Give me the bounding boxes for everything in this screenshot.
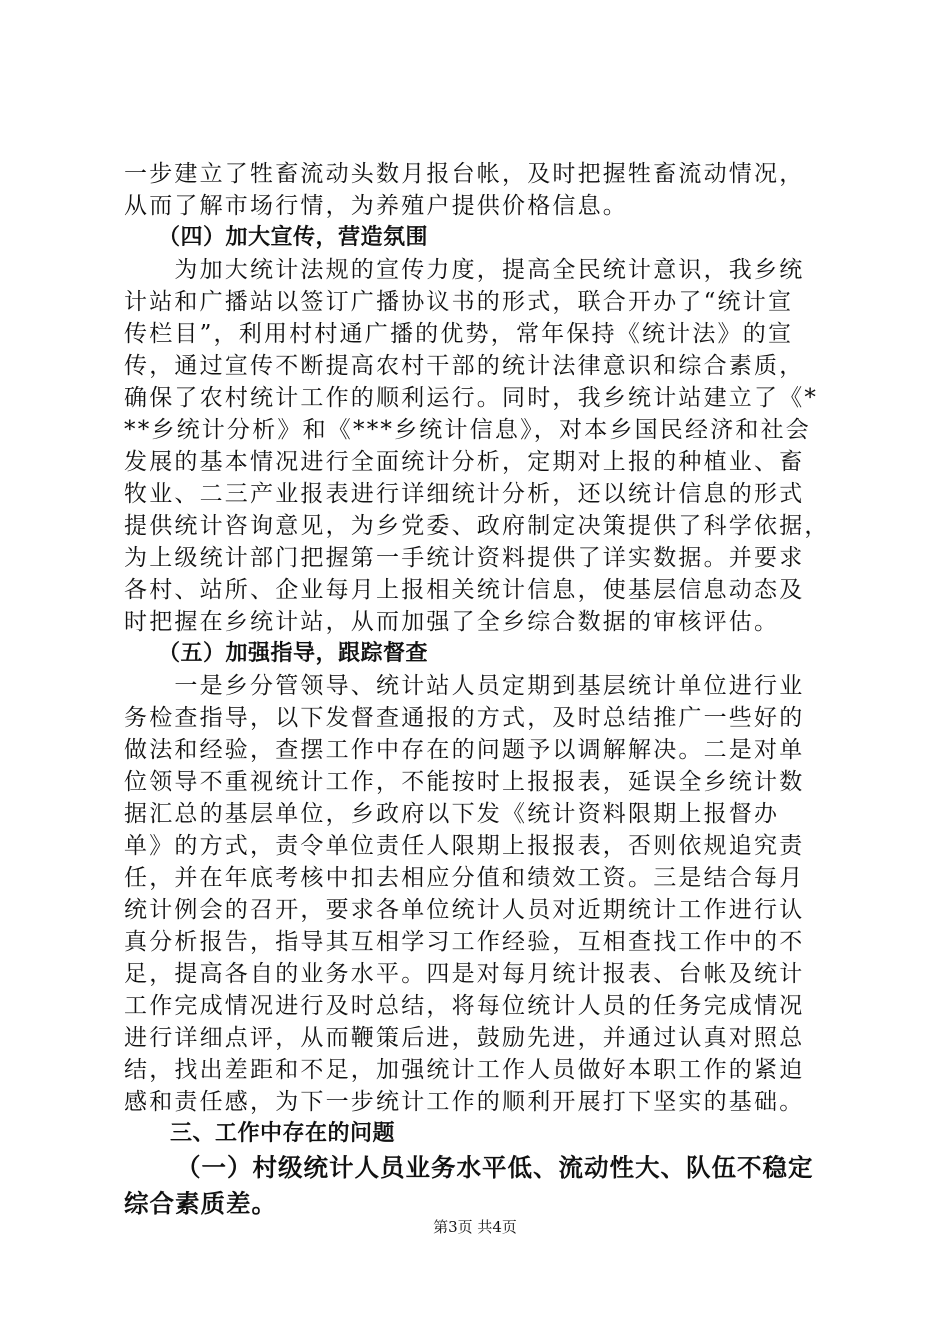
body-text-line: 传，通过宣传不断提高农村干部的统计法律意识和综合素质， (124, 353, 805, 379)
body-text-line: 做法和经验，查摆工作中存在的问题予以调解解决。二是对单 (124, 737, 805, 763)
body-text-line: 结，找出差距和不足，加强统计工作人员做好本职工作的紧迫 (124, 1057, 805, 1083)
body-text-line: 时把握在乡统计站，从而加强了全乡综合数据的审核评估。 (124, 609, 780, 635)
body-text-line: 统计例会的召开，要求各单位统计人员对近期统计工作进行认 (124, 897, 805, 923)
section-heading: （四）加大宣传，营造氛围 (158, 225, 429, 250)
body-text-line: 足，提高各自的业务水平。四是对每月统计报表、台帐及统计 (124, 961, 805, 987)
body-text-line: 据汇总的基层单位，乡政府以下发《统计资料限期上报督办 (124, 801, 780, 827)
body-text-line: 发展的基本情况进行全面统计分析，定期对上报的种植业、畜 (124, 449, 805, 475)
subsection-heading: （一）村级统计人员业务水平低、流动性大、队伍不稳定 (176, 1153, 814, 1182)
body-text-line: 传栏目”，利用村村通广播的优势，常年保持《统计法》的宣 (124, 321, 794, 347)
body-text-line: 为加大统计法规的宣传力度，提高全民统计意识，我乡统 (124, 257, 805, 283)
body-text-line: 一是乡分管领导、统计站人员定期到基层统计单位进行业 (124, 673, 805, 699)
body-text-line: 计站和广播站以签订广播协议书的形式，联合开办了“统计宣 (124, 289, 794, 315)
body-text-line: 单》的方式，责令单位责任人限期上报报表，否则依规追究责 (124, 833, 805, 859)
body-text-line: 各村、站所、企业每月上报相关统计信息，使基层信息动态及 (124, 577, 805, 603)
body-text-line: 真分析报告，指导其互相学习工作经验，互相查找工作中的不 (124, 929, 805, 955)
chapter-heading: 三、工作中存在的问题 (170, 1121, 396, 1146)
body-text-line: 进行详细点评，从而鞭策后进，鼓励先进，并通过认真对照总 (124, 1025, 805, 1051)
body-text-line: 务检查指导，以下发督查通报的方式，及时总结推广一些好的 (124, 705, 805, 731)
page-number-footer: 第3页 共4页 (433, 1218, 517, 1236)
body-text-line: 确保了农村统计工作的顺利运行。同时，我乡统计站建立了《* (124, 385, 819, 411)
body-text-line: **乡统计分析》和《***乡统计信息》，对本乡国民经济和社会 (124, 417, 811, 443)
body-text-line: 牧业、二三产业报表进行详细统计分析，还以统计信息的形式 (124, 481, 805, 507)
body-text-line: 感和责任感，为下一步统计工作的顺利开展打下坚实的基础。 (124, 1089, 805, 1115)
body-text-line: 工作完成情况进行及时总结，将每位统计人员的任务完成情况 (124, 993, 805, 1019)
body-text-line: 一步建立了牲畜流动头数月报台帐，及时把握牲畜流动情况， (124, 161, 805, 187)
body-text-line: 从而了解市场行情，为养殖户提供价格信息。 (124, 193, 628, 219)
document-body (124, 158, 836, 1222)
body-text-line: 任，并在年底考核中扣去相应分值和绩效工资。三是结合每月 (124, 865, 805, 891)
body-text-line: 提供统计咨询意见，为乡党委、政府制定决策提供了科学依据， (124, 513, 830, 539)
section-heading: （五）加强指导，跟踪督查 (158, 641, 429, 666)
subsection-heading-continued: 综合素质差。 (124, 1189, 277, 1218)
body-text-line: 位领导不重视统计工作，不能按时上报报表，延误全乡统计数 (124, 769, 805, 795)
body-text-line: 为上级统计部门把握第一手统计资料提供了详实数据。并要求 (124, 545, 805, 571)
